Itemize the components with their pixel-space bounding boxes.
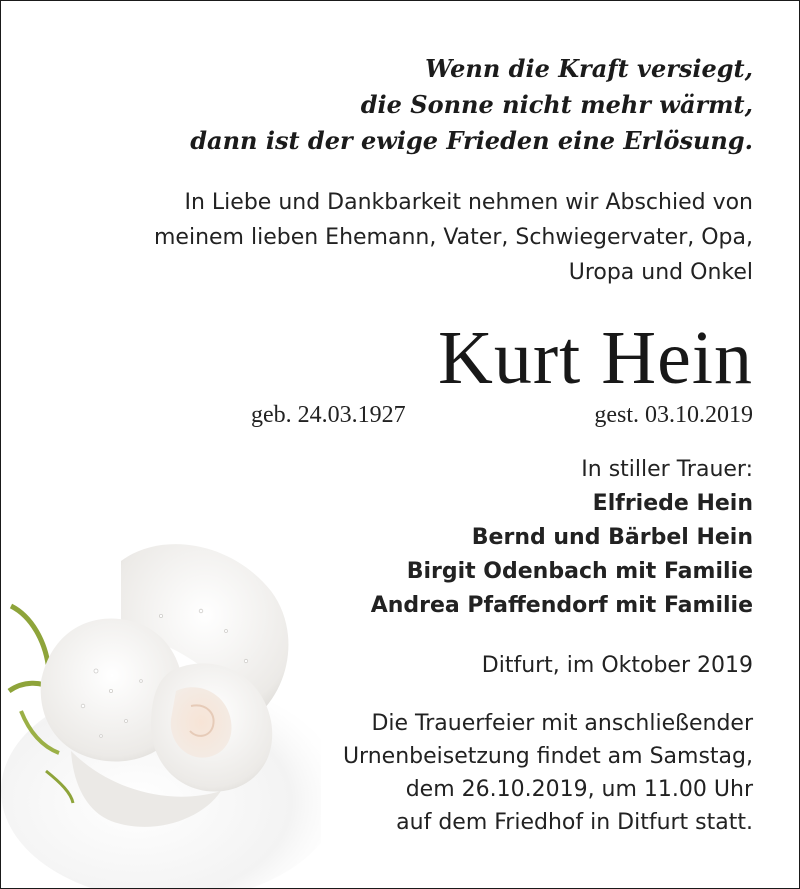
intro-text [154, 185, 753, 290]
place-date: Ditfurt, im Oktober 2019 [481, 653, 753, 678]
intro-line: meinem lieben Ehemann, Vater, Schwiegervater, Opa, [154, 225, 753, 250]
mourner-name: Elfriede Hein [592, 491, 753, 516]
birth-date: geb. 24.03.1927 [251, 402, 406, 428]
service-info [343, 707, 753, 839]
service-line: Urnenbeisetzung findet am Samstag, [342, 744, 753, 769]
intro-line: In Liebe und Dankbarkeit nehmen wir Abschied von [184, 190, 753, 215]
mourner-name: Birgit Odenbach mit Familie [406, 559, 753, 584]
verse-line: Wenn die Kraft versiegt, [425, 54, 753, 83]
mourner-name: Bernd und Bärbel Hein [471, 525, 753, 550]
verse-line: dann ist der ewige Frieden eine Erlösung. [190, 126, 753, 155]
mourners [371, 453, 753, 623]
mourner-name: Andrea Pfaffendorf mit Familie [370, 593, 753, 618]
intro-line: Uropa und Onkel [568, 260, 753, 285]
service-line: dem 26.10.2019, um 11.00 Uhr [405, 777, 753, 802]
deceased-name: Kurt Hein [437, 316, 753, 400]
death-date: gest. 03.10.2019 [594, 402, 753, 428]
white-rose-icon [1, 521, 321, 888]
service-line: Die Trauerfeier mit anschließender [371, 711, 753, 736]
verse-line: die Sonne nicht mehr wärmt, [360, 90, 753, 119]
service-line: auf dem Friedhof in Ditfurt statt. [396, 810, 753, 835]
verse [190, 51, 753, 159]
mourners-heading: In stiller Trauer: [581, 457, 753, 482]
